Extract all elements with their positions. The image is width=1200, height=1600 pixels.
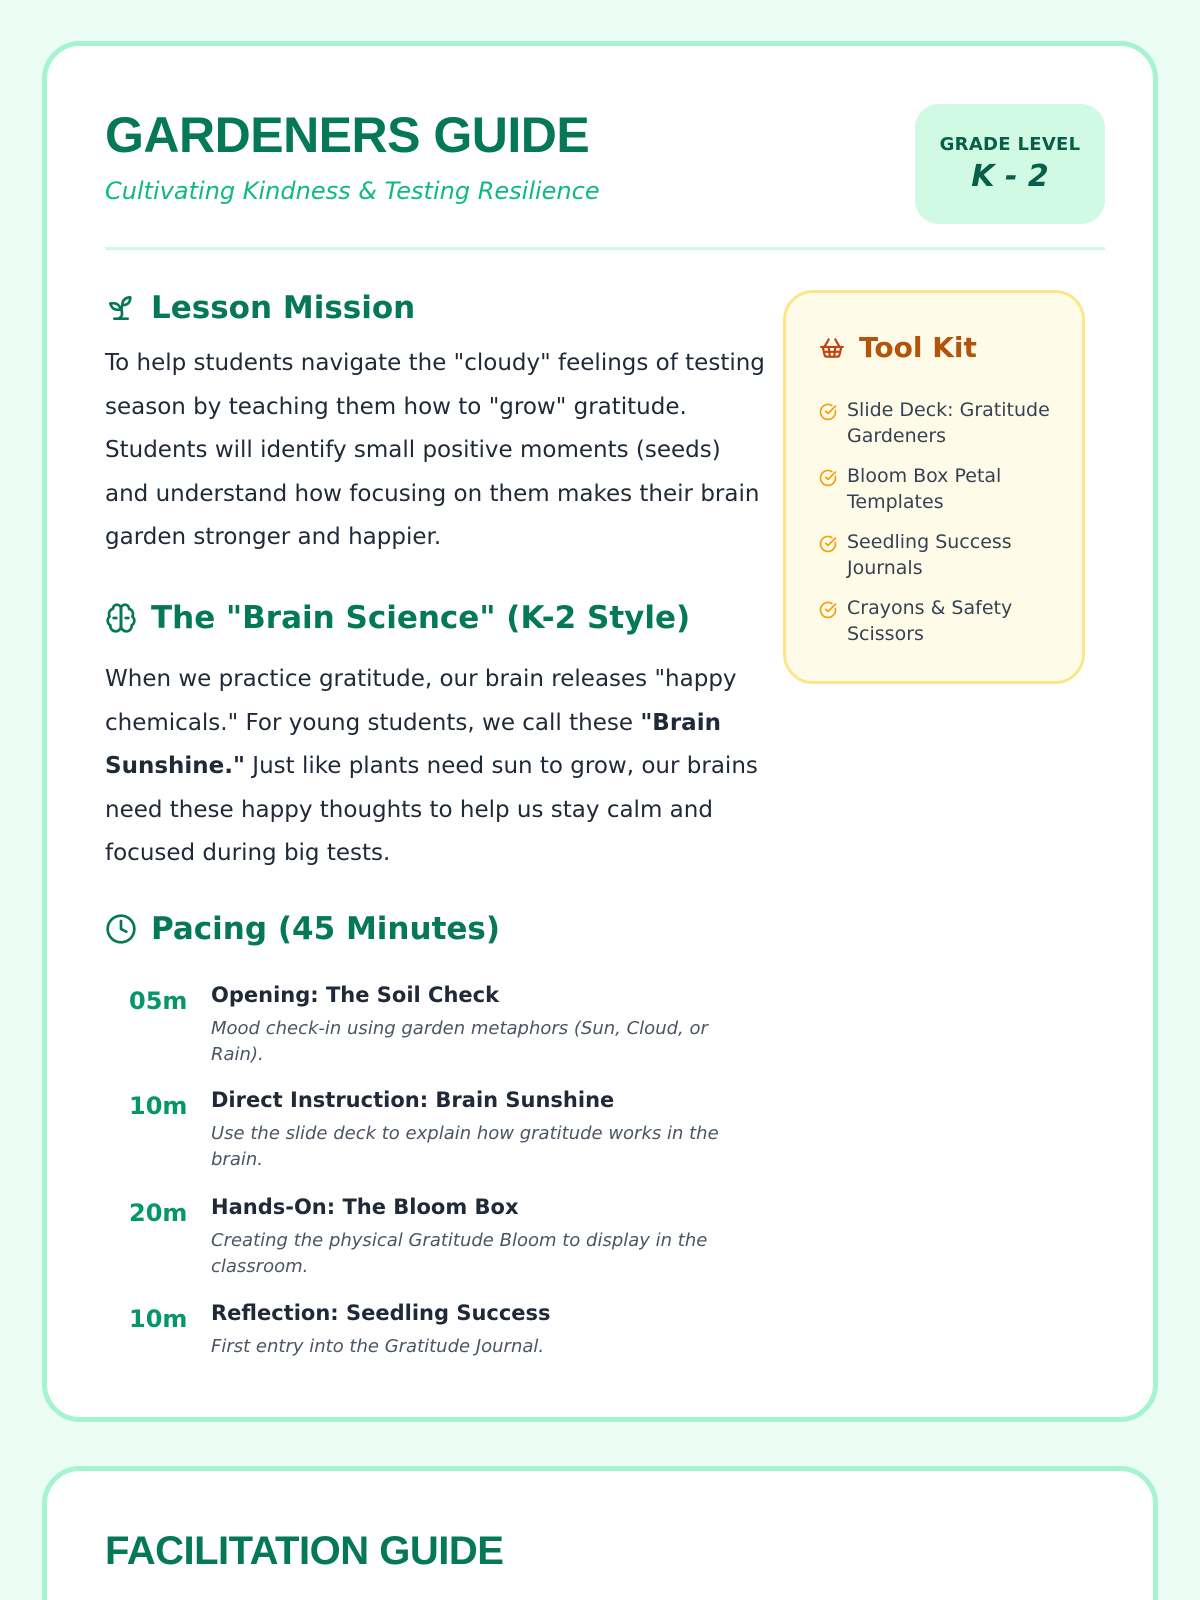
toolkit-item [819,529,1069,581]
toolkit-item-label: Slide Deck: Gratitude Gardeners [847,399,1050,447]
pacing-time: 10m [129,1092,188,1120]
grade-level-label: GRADE LEVEL [939,134,1081,155]
pacing-title: Opening: The Soil Check [211,983,500,1007]
brain-icon [105,602,137,634]
mission-heading [105,290,415,326]
page-title: GARDENERS GUIDE [105,107,590,163]
grade-level-badge [915,104,1105,224]
pacing-time: 05m [129,987,188,1015]
pacing-title: Hands-On: The Bloom Box [211,1195,519,1219]
pacing-time: 10m [129,1305,188,1333]
toolkit-item-label: Crayons & Safety Scissors [847,597,1013,645]
pacing-time: 20m [129,1199,188,1227]
toolkit-item [819,463,1069,515]
mission-heading-label: Lesson Mission [151,290,416,326]
science-text-bold: "Brain Sunshine." [105,709,721,779]
clock-icon [105,913,137,945]
toolkit-heading [819,331,977,364]
toolkit-item-label: Seedling Success Journals [847,531,1012,579]
toolkit-item [819,595,1069,647]
check-circle-icon [819,535,837,553]
toolkit-heading-label: Tool Kit [859,331,977,364]
lesson-card [42,41,1158,1422]
pacing-title: Reflection: Seedling Success [211,1301,551,1325]
check-circle-icon [819,469,837,487]
toolkit-item-label: Bloom Box Petal Templates [847,465,1002,513]
science-text [105,658,765,876]
pacing-description: First entry into the Gratitude Journal. [211,1336,545,1357]
science-text-end: Just like plants need sun to grow, our brains need these happy thoughts to help us stay calm and focused during big tests. [105,753,758,866]
pacing-heading-label: Pacing (45 Minutes) [151,911,501,947]
check-circle-icon [819,601,837,619]
mission-text: To help students navigate the "cloudy" feelings of testing season by teaching them how to "grow" gratitude. Students will identify small positive moments (seeds) and understand how focusing on them makes their brain garden stronger and happier. [105,350,765,550]
science-heading [105,600,690,636]
grade-level-value: K - 2 [971,159,1049,194]
header-divider [105,247,1105,250]
science-text-start: When we practice gratitude, our brain releases "happy chemicals." For young students, we call these [105,666,737,736]
facilitation-title: FACILITATION GUIDE [105,1529,504,1573]
page-subtitle: Cultivating Kindness & Testing Resilience [105,177,600,205]
pacing-description: Creating the physical Gratitude Bloom to display in the classroom. [211,1230,708,1277]
facilitation-card [42,1466,1158,1600]
pacing-heading [105,911,500,947]
sprout-icon [105,292,137,324]
basket-icon [819,335,845,361]
science-heading-label: The "Brain Science" (K-2 Style) [151,600,691,636]
pacing-description: Use the slide deck to explain how gratitude works in the brain. [211,1123,719,1170]
toolkit-item [819,397,1069,449]
pacing-title: Direct Instruction: Brain Sunshine [211,1088,615,1112]
check-circle-icon [819,403,837,421]
toolkit-panel [783,290,1085,684]
pacing-description: Mood check-in using garden metaphors (Sun, Cloud, or Rain). [211,1018,708,1065]
